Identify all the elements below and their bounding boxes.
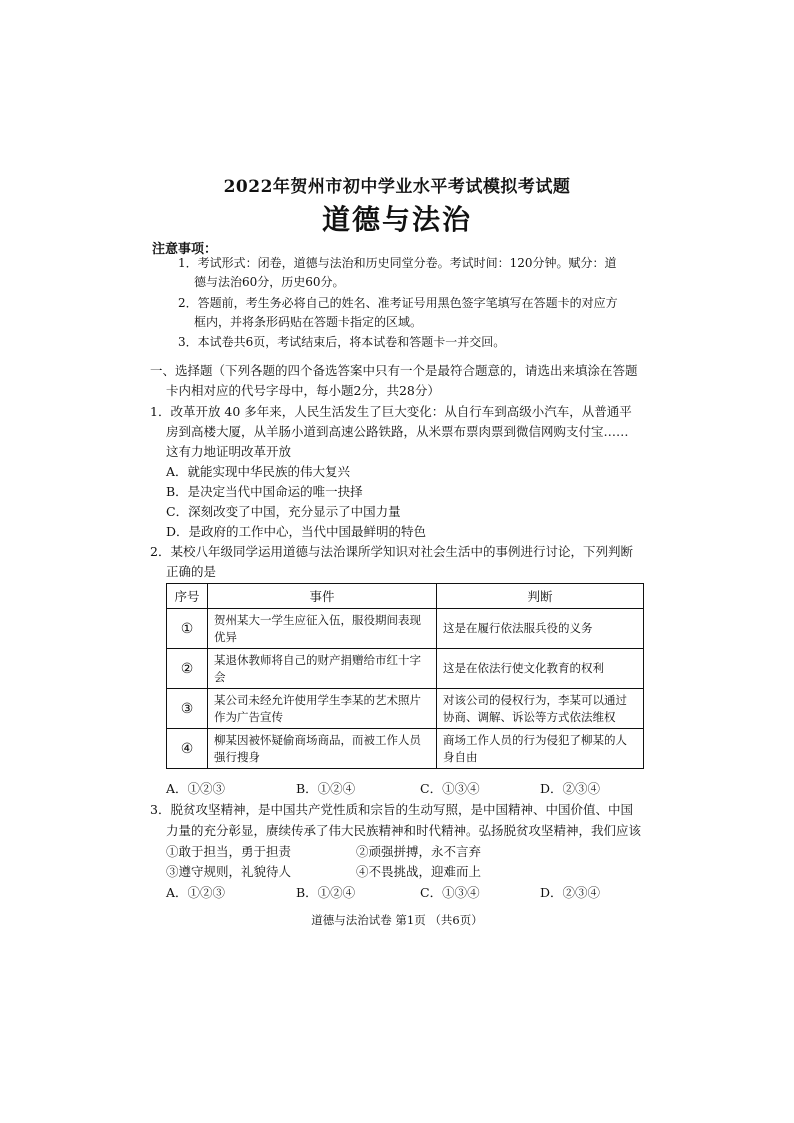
row-index: ③	[167, 689, 208, 729]
table-header: 事件	[208, 584, 437, 609]
row-event: 柳某因被怀疑偷商场商品，而被工作人员强行搜身	[208, 729, 437, 769]
notice-line: 1．考试形式：闭卷，道德与法治和历史同堂分卷。考试时间：120分钟。赋分：道	[178, 256, 617, 270]
table-row	[167, 729, 644, 769]
row-judgement: 对该公司的侵权行为，李某可以通过协商、调解、诉讼等方式依法维权	[437, 689, 644, 729]
question-2-stem: 2．某校八年级同学运用道德与法治课所学知识对社会生活中的事例进行讨论，下列判断	[150, 544, 633, 559]
row-judgement: 这是在履行依法服兵役的义务	[437, 609, 644, 649]
question-3-option-a: A．①②③	[166, 885, 226, 900]
notice-heading: 注意事项：	[152, 242, 218, 257]
row-index: ①	[167, 609, 208, 649]
judgement-table	[166, 583, 644, 769]
table-row	[167, 689, 644, 729]
notice-line: 2．答题前，考生务必将自己的姓名、准考证号用黑色签字笔填写在答题卡的对应方	[178, 296, 618, 310]
question-3-item: ③遵守规则，礼貌待人	[166, 864, 292, 879]
question-3-item: ②顽强拼搏，永不言弃	[356, 844, 482, 859]
notice-line: 框内，并将条形码贴在答题卡指定的区域。	[194, 315, 423, 329]
notice-line: 德与法治60分，历史60分。	[194, 275, 345, 289]
exam-title: 2022年贺州市初中学业水平考试模拟考试题	[223, 177, 571, 197]
question-1-stem: 房到高楼大厦，从羊肠小道到高速公路铁路，从米票布票肉票到微信网购支付宝……	[166, 424, 629, 439]
table-header-row	[167, 584, 644, 609]
question-1-option-b: B．是决定当代中国命运的唯一抉择	[166, 484, 363, 499]
row-event: 贺州某大一学生应征入伍，服役期间表现优异	[208, 609, 437, 649]
row-event: 某退休教师将自己的财产捐赠给市红十字会	[208, 649, 437, 689]
table-row	[167, 649, 644, 689]
row-judgement: 商场工作人员的行为侵犯了柳某的人身自由	[437, 729, 644, 769]
subject-title: 道德与法治	[321, 203, 472, 236]
question-2-option-b: B．①②④	[296, 781, 356, 796]
question-2-option-c: C．①③④	[420, 781, 480, 796]
question-3-stem: 3．脱贫攻坚精神，是中国共产党性质和宗旨的生动写照，是中国精神、中国价值、中国	[150, 802, 633, 817]
question-1-option-c: C．深刻改变了中国，充分显示了中国力量	[166, 504, 401, 519]
section-heading-cont: 卡内相对应的代号字母中，每小题2分，共28分）	[166, 383, 440, 398]
question-2-option-d: D．②③④	[540, 781, 601, 796]
row-event: 某公司未经允许使用学生李某的艺术照片作为广告宣传	[208, 689, 437, 729]
question-2-option-a: A．①②③	[166, 781, 226, 796]
question-3-option-d: D．②③④	[540, 885, 601, 900]
row-judgement: 这是在依法行使文化教育的权利	[437, 649, 644, 689]
row-index: ②	[167, 649, 208, 689]
question-2-stem: 正确的是	[166, 564, 217, 579]
table-row	[167, 609, 644, 649]
section-heading: 一、选择题（下列各题的四个备选答案中只有一个是最符合题意的，请选出来填涂在答题	[150, 363, 638, 378]
question-3-option-c: C．①③④	[420, 885, 480, 900]
row-index: ④	[167, 729, 208, 769]
question-3-item: ④不畏挑战，迎难而上	[356, 864, 482, 879]
table-header: 序号	[167, 584, 208, 609]
question-3-stem: 力量的充分彰显，赓续传承了伟大民族精神和时代精神。弘扬脱贫攻坚精神，我们应该	[166, 823, 642, 838]
page-footer: 道德与法治试卷 第1页 （共6页）	[311, 913, 483, 927]
question-3-item: ①敢于担当，勇于担责	[166, 844, 292, 859]
table-header: 判断	[437, 584, 644, 609]
question-1-stem: 这有力地证明改革开放	[166, 444, 292, 459]
question-1-option-d: D．是政府的工作中心，当代中国最鲜明的特色	[166, 524, 427, 539]
question-1-option-a: A．就能实现中华民族的伟大复兴	[166, 464, 351, 479]
notice-line: 3．本试卷共6页，考试结束后，将本试卷和答题卡一并交回。	[178, 335, 506, 349]
question-1-stem: 1．改革开放 40 多年来，人民生活发生了巨大变化：从自行车到高级小汽车，从普通平	[150, 404, 632, 419]
question-3-option-b: B．①②④	[296, 885, 356, 900]
